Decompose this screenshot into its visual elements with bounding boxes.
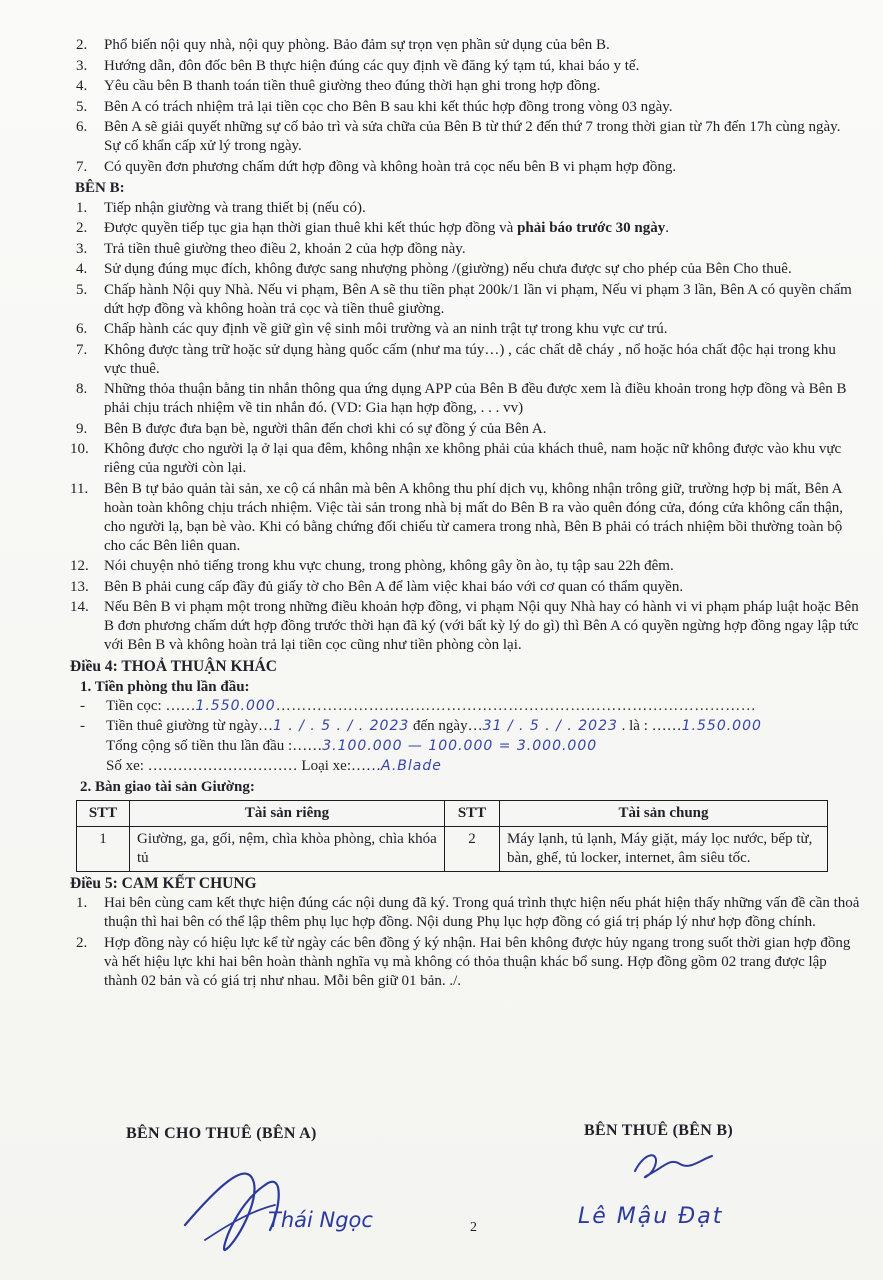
vehicle-line: Số xe: ………………………… Loại xe:……A.Blade xyxy=(106,758,442,774)
total-value: 3.100.000 — 100.000 = 3.000.000 xyxy=(322,738,598,754)
rent-amount: 1.550.000 xyxy=(681,718,762,734)
side-b-heading: BÊN B: xyxy=(75,179,125,196)
list-item: 8. Những thỏa thuận bằng tin nhắn thông qua ứng dụng APP của Bên B đều được xem là điều khoản trong hợp đồng và Bên B phải chịu trách nhiệm về tin nhắn đó. (VD: Gia hạn hợp đồng, . . . vv) xyxy=(76,381,847,416)
list-item: 10. Không được cho người lạ ở lại qua đêm, không nhận xe không phải của khách thuê, nam hoặc nữ không được vào khu vực riêng của người còn lại. xyxy=(70,441,842,476)
party-b-title: BÊN THUÊ (BÊN B) xyxy=(584,1122,733,1139)
list-item: 5. Bên A có trách nhiệm trả lại tiền cọc cho Bên B sau khi kết thúc hợp đồng trong vòng 03 ngày. xyxy=(76,98,673,115)
list-item: 1. Hai bên cùng cam kết thực hiện đúng các nội dung đã ký. Trong quá trình thực hiện nếu phát hiện thấy những vấn đề cần thoả thuận thì hai bên có thể lập thêm phụ lục hợp đồng. Nội dung Phụ lục hợp đồng có giá trị pháp lý như hợp đồng chính. xyxy=(76,895,860,930)
list-item: 13. Bên B phải cung cấp đầy đủ giấy tờ cho Bên A để làm việc khai báo với cơ quan có thẩm quyền. xyxy=(70,578,684,595)
party-a-name: Thái Ngọc xyxy=(268,1208,373,1232)
side-b-duties xyxy=(70,199,860,656)
article-4-title: Điều 4: THOẢ THUẬN KHÁC xyxy=(70,658,277,675)
column-header: STT xyxy=(445,801,500,827)
list-item: 4. Sử dụng đúng mục đích, không được sang nhượng phòng /(giường) nếu chưa được sự cho phép của Bên Cho thuê. xyxy=(76,261,792,277)
list-item: 3. Hướng dẫn, đôn đốc bên B thực hiện đúng các quy định về đăng ký tạm tú, khai báo y tế. xyxy=(76,57,640,74)
side-a-duties xyxy=(70,36,860,177)
party-a-signature xyxy=(175,1150,415,1260)
party-a-title: BÊN CHO THUÊ (BÊN A) xyxy=(126,1125,317,1142)
list-item: 2. Phổ biến nội quy nhà, nội quy phòng. Bảo đảm sự trọn vẹn phần sử dụng của bên B. xyxy=(76,37,610,53)
column-header: STT xyxy=(77,801,130,827)
column-header: Tài sản chung xyxy=(500,801,828,827)
vehicle-value: A.Blade xyxy=(381,758,442,774)
page-content xyxy=(70,36,860,992)
total-line: Tổng cộng số tiền thu lần đầu :……3.100.000 — 100.000 = 3.000.000 xyxy=(106,738,598,754)
list-item: 14. Nếu Bên B vi phạm một trong những điều khoản hợp đồng, vi phạm Nội quy Nhà hay có hành vi vi phạm pháp luật hoặc Bên B đơn phương chấm dứt hợp đồng trước thời hạn đã ký (với bất kỳ lý do gì) thì Bên A có quyền ngừng hợp đồng ngay lập tức với Bên B và không hoàn trả lại tiền cọc cũng như tiền phòng còn lại. xyxy=(70,599,859,653)
list-item: 2. Hợp đồng này có hiệu lực kể từ ngày các bên đồng ý ký nhận. Hai bên không được hủy ngang trong suốt thời gian hợp đồng và hết hiệu lực khi hai bên hoàn thành nghĩa vụ mà không có thỏa thuận khác bổ sung. Hợp đồng gồm 02 trang được lập thành 02 bản và có giá trị như nhau. Mỗi bên giữ 01 bản. ./. xyxy=(76,934,851,989)
rent-from-date: 1 . / . 5 . / . 2023 xyxy=(272,718,410,734)
notice-emphasis: phải báo trước 30 ngày xyxy=(517,220,666,236)
page-number: 2 xyxy=(470,1220,477,1235)
list-item: 5. Chấp hành Nội quy Nhà. Nếu vi phạm, Bên A sẽ thu tiền phạt 200k/1 lần vi phạm, Nếu vi phạm 3 lần, Bên A có quyền chấm dứt hợp đồng và không hoàn trả cọc và tiền thuê giường. xyxy=(76,281,852,317)
list-item: 7. Không được tàng trữ hoặc sử dụng hàng quốc cấm (như ma túy…) , các chất dễ cháy , nổ hoặc hóa chất độc hại trong khu vực thuê. xyxy=(76,341,836,377)
list-item: 12. Nói chuyện nhỏ tiếng trong khu vực chung, trong phòng, không gây ồn ào, tụ tập sau 22h đêm. xyxy=(70,558,674,574)
list-item: 2. Được quyền tiếp tục gia hạn thời gian thuê khi kết thúc hợp đồng và phải báo trước 30 ngày. xyxy=(76,220,669,236)
general-commitments xyxy=(70,894,860,991)
table-row xyxy=(77,827,828,872)
table-cell: 1 xyxy=(77,827,130,872)
list-item: 3. Trả tiền thuê giường theo điều 2, khoản 2 của hợp đồng này. xyxy=(76,240,466,257)
first-payment-heading: 1. Tiền phòng thu lần đầu: xyxy=(80,679,250,695)
party-b-name: Lê Mậu Đạt xyxy=(578,1204,724,1229)
list-item: 7. Có quyền đơn phương chấm dứt hợp đồng và không hoàn trả cọc nếu bên B vi phạm hợp đồng. xyxy=(76,158,677,175)
asset-handover-heading: 2. Bàn giao tài sản Giường: xyxy=(80,779,255,795)
column-header: Tài sản riêng xyxy=(130,801,445,827)
list-item: 6. Bên A sẽ giải quyết những sự cố bảo trì và sửa chữa của Bên B từ thứ 2 đến thứ 7 trong thời gian từ 7h đến 17h cùng ngày. Sự cố khẩn cấp xử lý trong ngày. xyxy=(76,119,841,154)
table-cell: Máy lạnh, tủ lạnh, Máy giặt, máy lọc nước, bếp từ, bàn, ghế, tủ locker, internet, âm siêu tốc. xyxy=(500,827,828,872)
rent-period-line: - Tiền thuê giường từ ngày…1 . / . 5 . / . 2023 đến ngày…31 / . 5 . / . 2023 . là : ……1.550.000 xyxy=(80,718,762,734)
party-b-signature xyxy=(630,1146,720,1186)
list-item: 1. Tiếp nhận giường và trang thiết bị (nếu có). xyxy=(76,199,366,216)
article-5-title: Điều 5: CAM KẾT CHUNG xyxy=(70,875,257,892)
asset-table xyxy=(76,800,828,872)
list-item: 6. Chấp hành các quy định về giữ gìn vệ sinh môi trường và an ninh trật tự trong khu vực cư trú. xyxy=(76,321,668,337)
list-item: 9. Bên B được đưa bạn bè, người thân đến chơi khi có sự đồng ý của Bên A. xyxy=(76,420,547,437)
table-header-row xyxy=(77,801,828,827)
rent-to-date: 31 / . 5 . / . 2023 xyxy=(482,718,618,734)
list-item: 11. Bên B tự bảo quản tài sản, xe cộ cá nhân mà bên A không thu phí dịch vụ, không nhận trông giữ, trường hợp bị mất, Bên A hoàn toàn không chịu trách nhiệm. Việc tài sản trong nhà bị mất do Bên B ra vào quên đóng cửa, đóng cửa không cẩn thận, cho người lạ, bạn bè vào. Khi có bằng chứng đối chiếu từ camera trong nhà, Bên B phải có trách nhiệm bồi thường toàn bộ cho các Bên liên quan. xyxy=(70,480,844,554)
table-cell: Giường, ga, gối, nệm, chìa khòa phòng, chìa khóa tủ xyxy=(130,827,445,872)
list-item: 4. Yêu cầu bên B thanh toán tiền thuê giường theo đúng thời hạn ghi trong hợp đồng. xyxy=(76,78,601,94)
deposit-value: 1.550.000 xyxy=(195,698,276,714)
table-cell: 2 xyxy=(445,827,500,872)
deposit-line: - Tiền cọc: ……1.550.000………………………………………………………………………………… xyxy=(80,698,757,714)
